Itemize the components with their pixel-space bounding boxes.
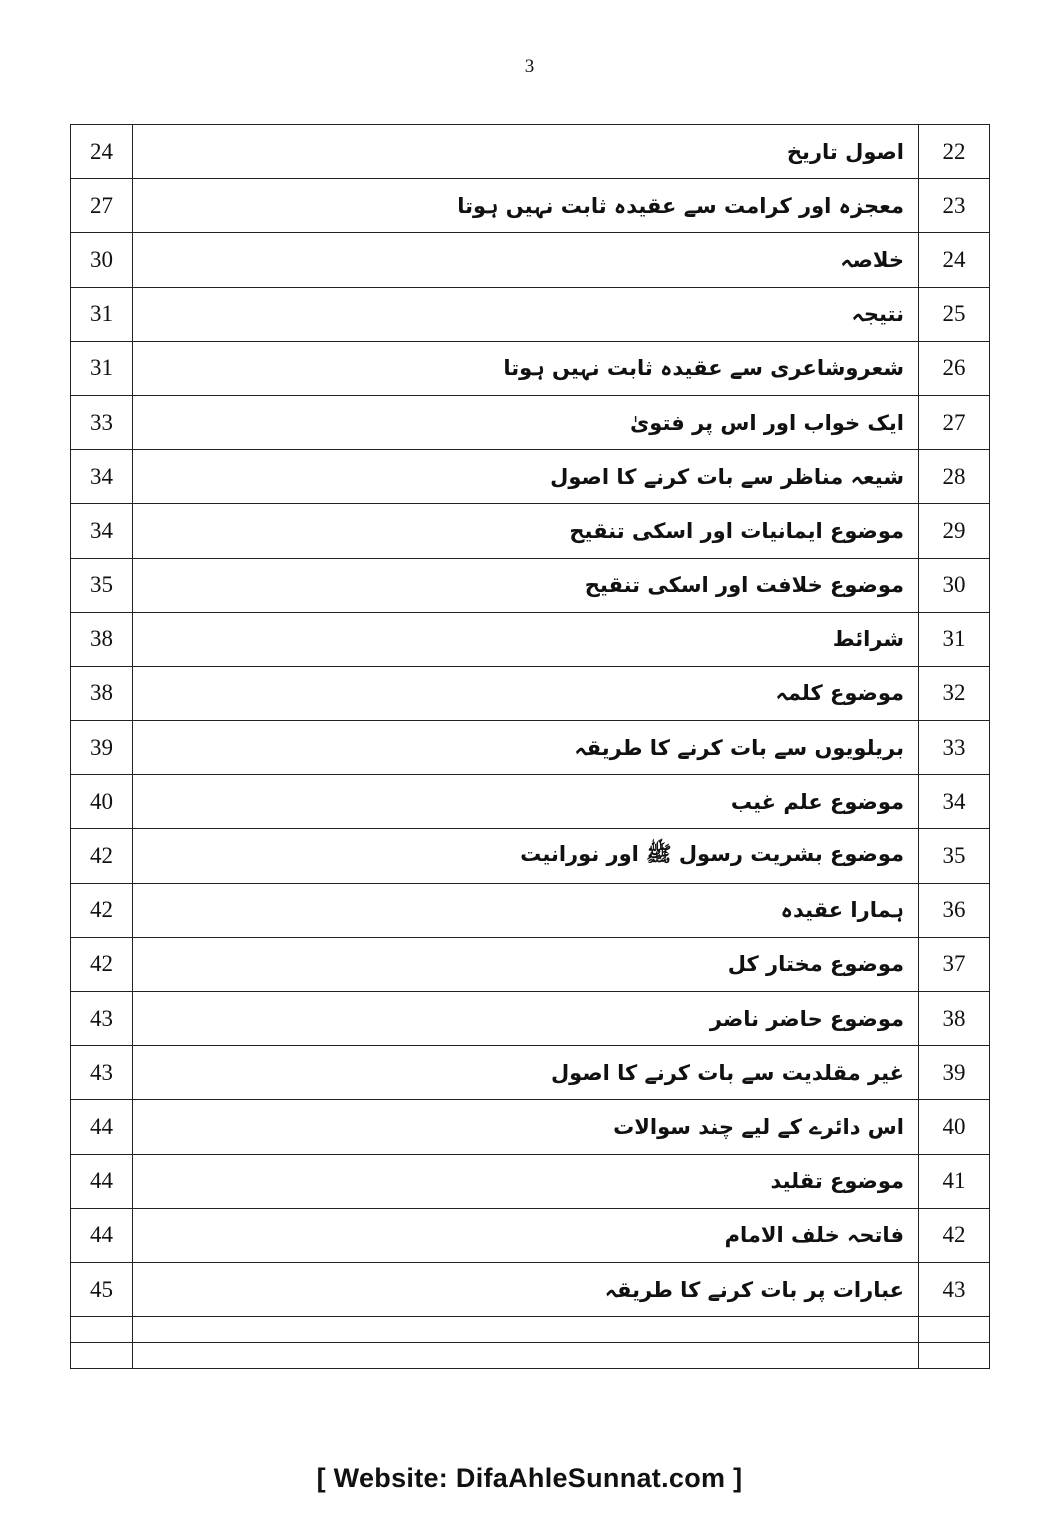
table-row <box>71 287 990 341</box>
entry-title: معجزہ اور کرامت سے عقیدہ ثابت نہیں ہوتا <box>133 179 919 233</box>
entry-serial-number: 35 <box>919 829 990 883</box>
table-row <box>71 1262 990 1316</box>
table-row <box>71 612 990 666</box>
entry-page-number: 33 <box>71 395 133 449</box>
entry-title: موضوع حاضر ناضر <box>133 992 919 1046</box>
entry-serial-number: 34 <box>919 775 990 829</box>
empty-cell <box>133 1317 919 1343</box>
entry-serial-number: 36 <box>919 883 990 937</box>
table-row <box>71 775 990 829</box>
entry-title: غیر مقلدیت سے بات کرنے کا اصول <box>133 1046 919 1100</box>
table-row <box>71 829 990 883</box>
entry-title: موضوع علم غیب <box>133 775 919 829</box>
entry-title: شرائط <box>133 612 919 666</box>
table-row <box>71 125 990 179</box>
entry-page-number: 24 <box>71 125 133 179</box>
table-row <box>71 721 990 775</box>
entry-serial-number: 26 <box>919 341 990 395</box>
entry-serial-number: 32 <box>919 666 990 720</box>
entry-page-number: 35 <box>71 558 133 612</box>
table-row <box>71 504 990 558</box>
entry-title: عبارات پر بات کرنے کا طریقہ <box>133 1262 919 1316</box>
empty-cell <box>71 1317 133 1343</box>
table-row <box>71 883 990 937</box>
entry-serial-number: 27 <box>919 395 990 449</box>
table-row <box>71 937 990 991</box>
entry-page-number: 27 <box>71 179 133 233</box>
entry-page-number: 42 <box>71 883 133 937</box>
entry-title: خلاصہ <box>133 233 919 287</box>
entry-title: نتیجہ <box>133 287 919 341</box>
table-row <box>71 1046 990 1100</box>
entry-serial-number: 42 <box>919 1208 990 1262</box>
entry-page-number: 43 <box>71 992 133 1046</box>
entry-page-number: 44 <box>71 1154 133 1208</box>
entry-title: موضوع مختار کل <box>133 937 919 991</box>
entry-serial-number: 38 <box>919 992 990 1046</box>
entry-title: موضوع تقلید <box>133 1154 919 1208</box>
entry-title: فاتحہ خلف الامام <box>133 1208 919 1262</box>
empty-row <box>71 1343 990 1369</box>
entry-page-number: 44 <box>71 1208 133 1262</box>
entry-serial-number: 33 <box>919 721 990 775</box>
table-row <box>71 1154 990 1208</box>
table-row <box>71 1208 990 1262</box>
table-row <box>71 558 990 612</box>
entry-page-number: 34 <box>71 504 133 558</box>
entry-page-number: 42 <box>71 829 133 883</box>
entry-title: موضوع بشریت رسول ﷺ اور نورانیت <box>133 829 919 883</box>
table-row <box>71 233 990 287</box>
empty-cell <box>919 1343 990 1369</box>
table-row <box>71 450 990 504</box>
entry-title: شعروشاعری سے عقیدہ ثابت نہیں ہوتا <box>133 341 919 395</box>
table-row <box>71 992 990 1046</box>
website-footer: [ Website: DifaAhleSunnat.com ] <box>316 1463 743 1493</box>
table-row <box>71 1100 990 1154</box>
entry-title: اس دائرے کے لیے چند سوالات <box>133 1100 919 1154</box>
entry-serial-number: 39 <box>919 1046 990 1100</box>
entry-title: موضوع خلافت اور اسکی تنقیح <box>133 558 919 612</box>
entry-serial-number: 22 <box>919 125 990 179</box>
entry-page-number: 38 <box>71 612 133 666</box>
entry-page-number: 42 <box>71 937 133 991</box>
entry-page-number: 30 <box>71 233 133 287</box>
entry-title: شیعہ مناظر سے بات کرنے کا اصول <box>133 450 919 504</box>
table-row <box>71 395 990 449</box>
entry-serial-number: 30 <box>919 558 990 612</box>
table-row <box>71 666 990 720</box>
entry-title: ایک خواب اور اس پر فتویٰ <box>133 395 919 449</box>
page-number: 3 <box>524 56 535 77</box>
entry-page-number: 31 <box>71 341 133 395</box>
entry-serial-number: 41 <box>919 1154 990 1208</box>
entry-title: ہمارا عقیدہ <box>133 883 919 937</box>
entry-serial-number: 24 <box>919 233 990 287</box>
entry-serial-number: 29 <box>919 504 990 558</box>
table-row <box>71 179 990 233</box>
empty-cell <box>71 1343 133 1369</box>
entry-page-number: 44 <box>71 1100 133 1154</box>
entry-serial-number: 23 <box>919 179 990 233</box>
entry-title: موضوع کلمہ <box>133 666 919 720</box>
entry-page-number: 40 <box>71 775 133 829</box>
entry-page-number: 31 <box>71 287 133 341</box>
entry-title: بریلویوں سے بات کرنے کا طریقہ <box>133 721 919 775</box>
empty-cell <box>133 1343 919 1369</box>
entry-page-number: 43 <box>71 1046 133 1100</box>
empty-cell <box>919 1317 990 1343</box>
entry-page-number: 38 <box>71 666 133 720</box>
entry-serial-number: 40 <box>919 1100 990 1154</box>
entry-page-number: 39 <box>71 721 133 775</box>
entry-serial-number: 43 <box>919 1262 990 1316</box>
entry-title: موضوع ایمانیات اور اسکی تنقیح <box>133 504 919 558</box>
entry-serial-number: 25 <box>919 287 990 341</box>
entry-page-number: 34 <box>71 450 133 504</box>
entry-serial-number: 28 <box>919 450 990 504</box>
empty-row <box>71 1317 990 1343</box>
entry-page-number: 45 <box>71 1262 133 1316</box>
table-row <box>71 341 990 395</box>
table-of-contents <box>70 124 990 1369</box>
entry-title: اصول تاریخ <box>133 125 919 179</box>
entry-serial-number: 31 <box>919 612 990 666</box>
entry-serial-number: 37 <box>919 937 990 991</box>
